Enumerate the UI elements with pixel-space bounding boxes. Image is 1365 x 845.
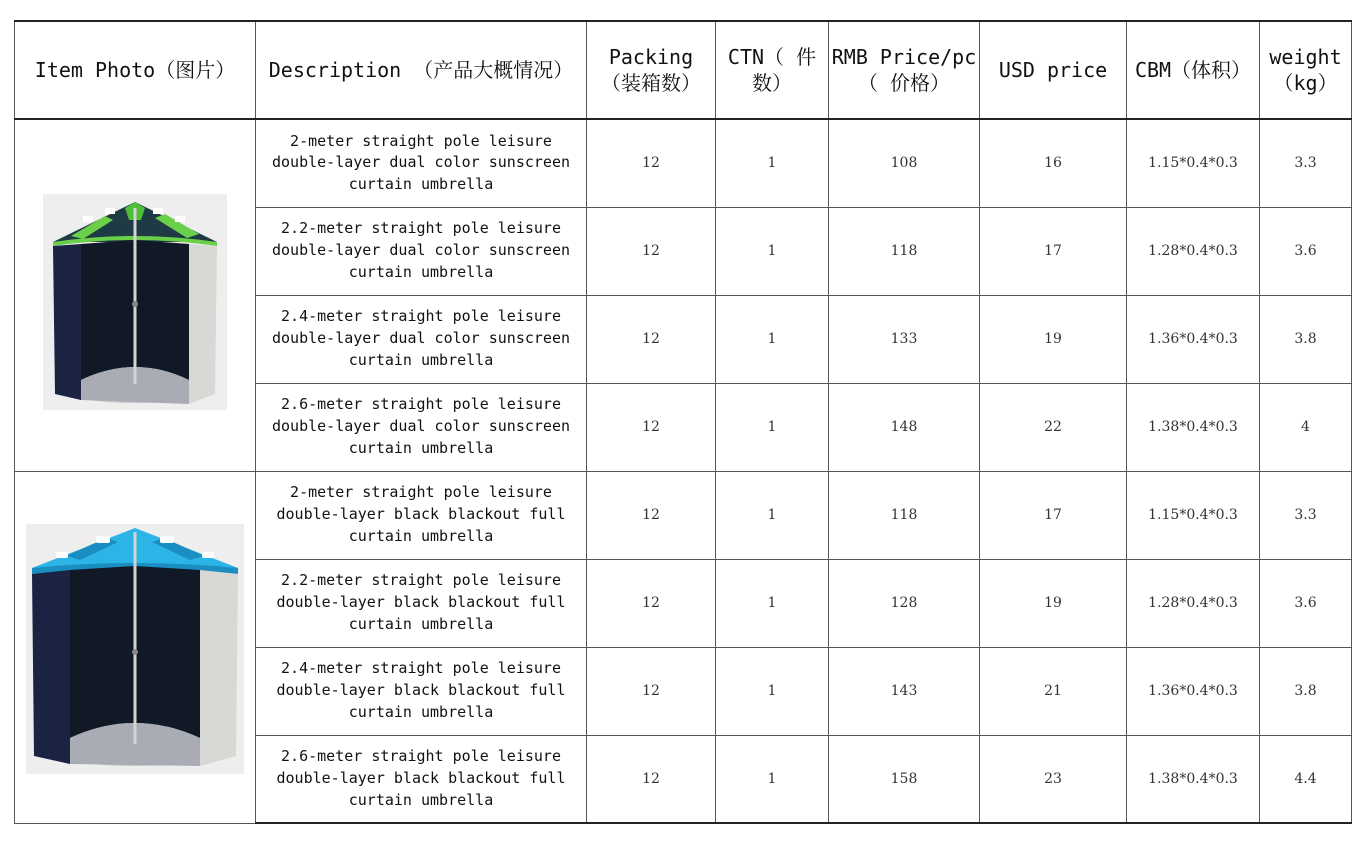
cbm-cell: 1.15*0.4*0.3 (1127, 471, 1260, 559)
usd-price-cell: 16 (980, 119, 1127, 207)
cbm-cell: 1.15*0.4*0.3 (1127, 119, 1260, 207)
rmb-price-cell: 143 (829, 647, 980, 735)
usd-price-cell: 19 (980, 559, 1127, 647)
weight-cell: 4 (1260, 383, 1352, 471)
description-cell: 2.4-meter straight pole leisure double-layer dual color sunscreen curtain umbrella (256, 295, 587, 383)
cbm-cell: 1.36*0.4*0.3 (1127, 295, 1260, 383)
header-description: Description （产品大概情况） (256, 21, 587, 119)
weight-cell: 3.8 (1260, 295, 1352, 383)
packing-cell: 12 (587, 295, 716, 383)
description-cell: 2.2-meter straight pole leisure double-layer black blackout full curtain umbrella (256, 559, 587, 647)
umbrella-green-dark-icon (43, 194, 227, 410)
packing-cell: 12 (587, 471, 716, 559)
table-row (15, 471, 1352, 559)
ctn-cell: 1 (716, 559, 829, 647)
weight-cell: 3.3 (1260, 119, 1352, 207)
ctn-cell: 1 (716, 735, 829, 823)
header-photo: Item Photo（图片） (15, 21, 256, 119)
cbm-cell: 1.36*0.4*0.3 (1127, 647, 1260, 735)
ctn-cell: 1 (716, 295, 829, 383)
umbrella-blue-black-icon (26, 524, 244, 774)
header-ctn: CTN（ 件数） (716, 21, 829, 119)
usd-price-cell: 22 (980, 383, 1127, 471)
rmb-price-cell: 148 (829, 383, 980, 471)
weight-cell: 3.3 (1260, 471, 1352, 559)
ctn-cell: 1 (716, 207, 829, 295)
packing-cell: 12 (587, 383, 716, 471)
usd-price-cell: 19 (980, 295, 1127, 383)
cbm-cell: 1.28*0.4*0.3 (1127, 559, 1260, 647)
weight-cell: 3.6 (1260, 559, 1352, 647)
cbm-cell: 1.38*0.4*0.3 (1127, 735, 1260, 823)
header-usd-price: USD price (980, 21, 1127, 119)
weight-cell: 3.8 (1260, 647, 1352, 735)
weight-cell: 3.6 (1260, 207, 1352, 295)
header-cbm: CBM（体积） (1127, 21, 1260, 119)
rmb-price-cell: 128 (829, 559, 980, 647)
packing-cell: 12 (587, 119, 716, 207)
usd-price-cell: 17 (980, 207, 1127, 295)
description-cell: 2-meter straight pole leisure double-layer black blackout full curtain umbrella (256, 471, 587, 559)
usd-price-cell: 17 (980, 471, 1127, 559)
header-weight: weight（kg） (1260, 21, 1352, 119)
item-photo-cell (15, 471, 256, 823)
packing-cell: 12 (587, 647, 716, 735)
product-sheet (14, 20, 1351, 824)
weight-cell: 4.4 (1260, 735, 1352, 823)
rmb-price-cell: 158 (829, 735, 980, 823)
header-rmb-price: RMB Price/pc（ 价格） (829, 21, 980, 119)
packing-cell: 12 (587, 559, 716, 647)
ctn-cell: 1 (716, 119, 829, 207)
ctn-cell: 1 (716, 471, 829, 559)
rmb-price-cell: 108 (829, 119, 980, 207)
cbm-cell: 1.28*0.4*0.3 (1127, 207, 1260, 295)
packing-cell: 12 (587, 735, 716, 823)
product-table (14, 20, 1352, 824)
header-row (15, 21, 1352, 119)
usd-price-cell: 21 (980, 647, 1127, 735)
description-cell: 2.4-meter straight pole leisure double-layer black blackout full curtain umbrella (256, 647, 587, 735)
description-cell: 2.6-meter straight pole leisure double-layer black blackout full curtain umbrella (256, 735, 587, 823)
description-cell: 2-meter straight pole leisure double-layer dual color sunscreen curtain umbrella (256, 119, 587, 207)
table-row (15, 119, 1352, 207)
usd-price-cell: 23 (980, 735, 1127, 823)
header-packing: Packing（装箱数） (587, 21, 716, 119)
ctn-cell: 1 (716, 647, 829, 735)
item-photo-cell (15, 119, 256, 471)
description-cell: 2.6-meter straight pole leisure double-layer dual color sunscreen curtain umbrella (256, 383, 587, 471)
rmb-price-cell: 118 (829, 207, 980, 295)
rmb-price-cell: 118 (829, 471, 980, 559)
ctn-cell: 1 (716, 383, 829, 471)
description-cell: 2.2-meter straight pole leisure double-layer dual color sunscreen curtain umbrella (256, 207, 587, 295)
packing-cell: 12 (587, 207, 716, 295)
cbm-cell: 1.38*0.4*0.3 (1127, 383, 1260, 471)
rmb-price-cell: 133 (829, 295, 980, 383)
